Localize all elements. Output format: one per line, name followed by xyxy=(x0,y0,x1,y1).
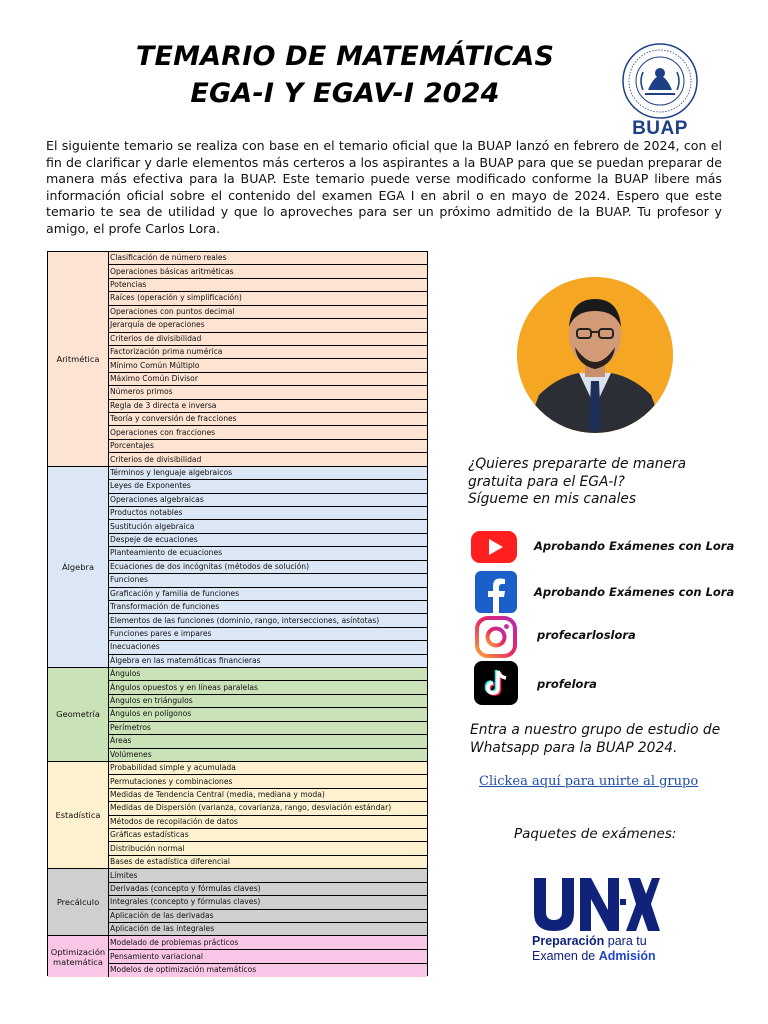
teacher-photo xyxy=(517,277,673,433)
topic-row: Aplicación de las derivadas xyxy=(109,910,427,923)
topic-row: Productos notables xyxy=(109,507,427,520)
topic-row: Ángulos en polígonos xyxy=(109,708,427,721)
topic-row: Operaciones algebraicas xyxy=(109,494,427,507)
topic-row: Perímetros xyxy=(109,722,427,735)
topics-table xyxy=(47,251,428,976)
topic-row: Criterios de divisibilidad xyxy=(110,454,202,464)
topic-row: Álgebra en las matemáticas financieras xyxy=(110,655,261,665)
topic-items xyxy=(109,467,427,667)
topic-row: Aplicación de las integrales xyxy=(110,924,215,934)
topic-row: Factorización prima numérica xyxy=(109,346,427,359)
topic-group-name: Precálculo xyxy=(48,869,109,935)
topic-group xyxy=(48,668,427,762)
topic-row: Mínimo Común Múltiplo xyxy=(109,359,427,372)
topic-row: Límites xyxy=(109,869,427,882)
topic-row: Ángulos xyxy=(109,668,427,681)
topic-row: Inecuaciones xyxy=(109,641,427,654)
topic-row: Métodos de recopilación de datos xyxy=(109,816,427,829)
topic-row: Ángulos en triángulos xyxy=(109,695,427,708)
topic-row: Despeje de ecuaciones xyxy=(109,534,427,547)
join-group-link[interactable]: Clickea aquí para unirte al grupo xyxy=(479,774,699,789)
youtube-channel-label[interactable]: Aprobando Exámenes con Lora xyxy=(534,539,735,553)
topic-row: Volúmenes xyxy=(110,749,152,759)
topic-row: Potencias xyxy=(109,279,427,292)
topic-row: Distribución normal xyxy=(109,842,427,855)
tiktok-icon[interactable] xyxy=(472,660,520,706)
topic-row: Sustitución algebraica xyxy=(109,520,427,533)
instagram-handle-label[interactable]: profecarloslora xyxy=(537,628,636,642)
topic-group-name: Aritmética xyxy=(48,252,109,466)
topic-row: Modelado de problemas prácticos xyxy=(109,936,427,950)
youtube-icon[interactable] xyxy=(470,524,518,570)
title-line-2: EGA-I Y EGAV-I 2024 xyxy=(190,78,500,109)
buap-seal-icon xyxy=(621,42,699,120)
topic-group xyxy=(48,762,427,869)
facebook-page-label[interactable]: Aprobando Exámenes con Lora xyxy=(534,585,735,599)
topic-row: Graficación y familia de funciones xyxy=(109,588,427,601)
facebook-icon[interactable] xyxy=(472,569,520,615)
topic-group xyxy=(48,252,427,467)
topic-row: Probabilidad simple y acumulada xyxy=(109,762,427,775)
unx-tagline-bold: Preparación xyxy=(532,934,605,948)
unx-tagline-2 xyxy=(532,949,656,963)
topic-row: Términos y lenguaje algebraicos xyxy=(109,467,427,480)
topic-row: Teoría y conversión de fracciones xyxy=(109,413,427,426)
topic-row: Elementos de las funciones (dominio, rango, intersecciones, asíntotas) xyxy=(109,614,427,627)
teacher-portrait-icon xyxy=(517,277,673,433)
topic-row: Porcentajes xyxy=(109,440,427,453)
topic-group xyxy=(48,869,427,936)
topic-row: Transformación de funciones xyxy=(109,601,427,614)
topic-row: Derivadas (concepto y fórmulas claves) xyxy=(109,883,427,896)
topic-row: Medidas de Dispersión (varianza, covarianza, rango, desviación estándar) xyxy=(109,802,427,815)
buap-logo: BUAP xyxy=(632,118,688,139)
cta-line-3: Sígueme en mis canales xyxy=(468,491,637,507)
topic-row: Pensamiento variacional xyxy=(109,950,427,964)
whatsapp-group-text xyxy=(470,722,750,757)
tiktok-handle-label[interactable]: profelora xyxy=(537,677,597,691)
topic-items xyxy=(109,668,427,761)
unx-tagline-admission: Admisión xyxy=(598,949,656,963)
topic-row: Operaciones con fracciones xyxy=(109,426,427,439)
topic-group-name: Geometría xyxy=(48,668,109,761)
topic-row: Bases de estadística diferencial xyxy=(110,857,231,867)
unx-logo-icon xyxy=(532,876,660,932)
packages-heading: Paquetes de exámenes: xyxy=(514,826,677,842)
topic-items xyxy=(109,869,427,935)
topic-row: Criterios de divisibilidad xyxy=(109,333,427,346)
topic-group-name: Álgebra xyxy=(48,467,109,667)
topic-row: Clasificación de número reales xyxy=(109,252,427,265)
topic-row: Funciones pares e impares xyxy=(109,628,427,641)
unx-tagline-light: para tu xyxy=(607,934,647,948)
topic-items xyxy=(109,762,427,868)
topic-row: Operaciones con puntos decimal xyxy=(109,306,427,319)
topic-row: Raíces (operación y simplificación) xyxy=(109,292,427,305)
whatsapp-line-2: Whatsapp para la BUAP 2024. xyxy=(470,739,678,756)
topic-row: Medidas de Tendencia Central (media, mediana y moda) xyxy=(109,789,427,802)
topic-group xyxy=(48,936,427,976)
topic-row: Leyes de Exponentes xyxy=(109,480,427,493)
topic-row: Jerarquía de operaciones xyxy=(109,319,427,332)
whatsapp-line-1: Entra a nuestro grupo de estudio de xyxy=(470,722,721,738)
topic-group-name: Optimización matemática xyxy=(48,936,109,976)
cta-line-1: ¿Quieres prepararte de manera xyxy=(468,456,687,472)
unx-tagline-1 xyxy=(532,934,647,948)
instagram-icon[interactable] xyxy=(472,614,520,660)
topic-items xyxy=(109,252,427,466)
topic-row: Operaciones básicas aritméticas xyxy=(109,265,427,278)
topic-row: Regla de 3 directa e inversa xyxy=(109,400,427,413)
intro-paragraph: El siguiente temario se realiza con base en el temario oficial que la BUAP lanzó en febrero de 2024, con el fin de clarificar y darle elementos más certeros a los aspirantes a la BUAP para que se puedan preparar de manera más efectiva para la BUAP. Este temario puede verse modificado conforme la BUAP libere más información oficial sobre el contenido del examen EGA I en abril o en mayo de 2024. Espero que este temario te sea de utilidad y que lo aproveches para ser un próximo admitido de la BUAP. Tu profesor y amigo, el profe Carlos Lora. xyxy=(46,138,722,236)
topic-row: Ecuaciones de dos incógnitas (métodos de solución) xyxy=(109,561,427,574)
topic-row: Modelos de optimización matemáticos xyxy=(110,965,257,975)
follow-cta xyxy=(468,456,748,509)
topic-row: Máximo Común Divisor xyxy=(109,373,427,386)
topic-group xyxy=(48,467,427,668)
topic-row: Gráficas estadísticas xyxy=(109,829,427,842)
topic-items xyxy=(109,936,427,976)
topic-row: Áreas xyxy=(109,735,427,748)
topic-row: Números primos xyxy=(109,386,427,399)
topic-row: Funciones xyxy=(109,574,427,587)
topic-row: Planteamiento de ecuaciones xyxy=(109,547,427,560)
title-line-1: TEMARIO DE MATEMÁTICAS xyxy=(135,41,555,72)
topic-row: Integrales (concepto y fórmulas claves) xyxy=(109,896,427,909)
topic-group-name: Estadística xyxy=(48,762,109,868)
cta-line-2: gratuita para el EGA-I? xyxy=(468,473,625,490)
page-title xyxy=(100,38,590,112)
unx-tagline-exam: Examen de xyxy=(532,949,596,963)
topic-row: Permutaciones y combinaciones xyxy=(109,775,427,788)
topic-row: Ángulos opuestos y en líneas paralelas xyxy=(109,681,427,694)
